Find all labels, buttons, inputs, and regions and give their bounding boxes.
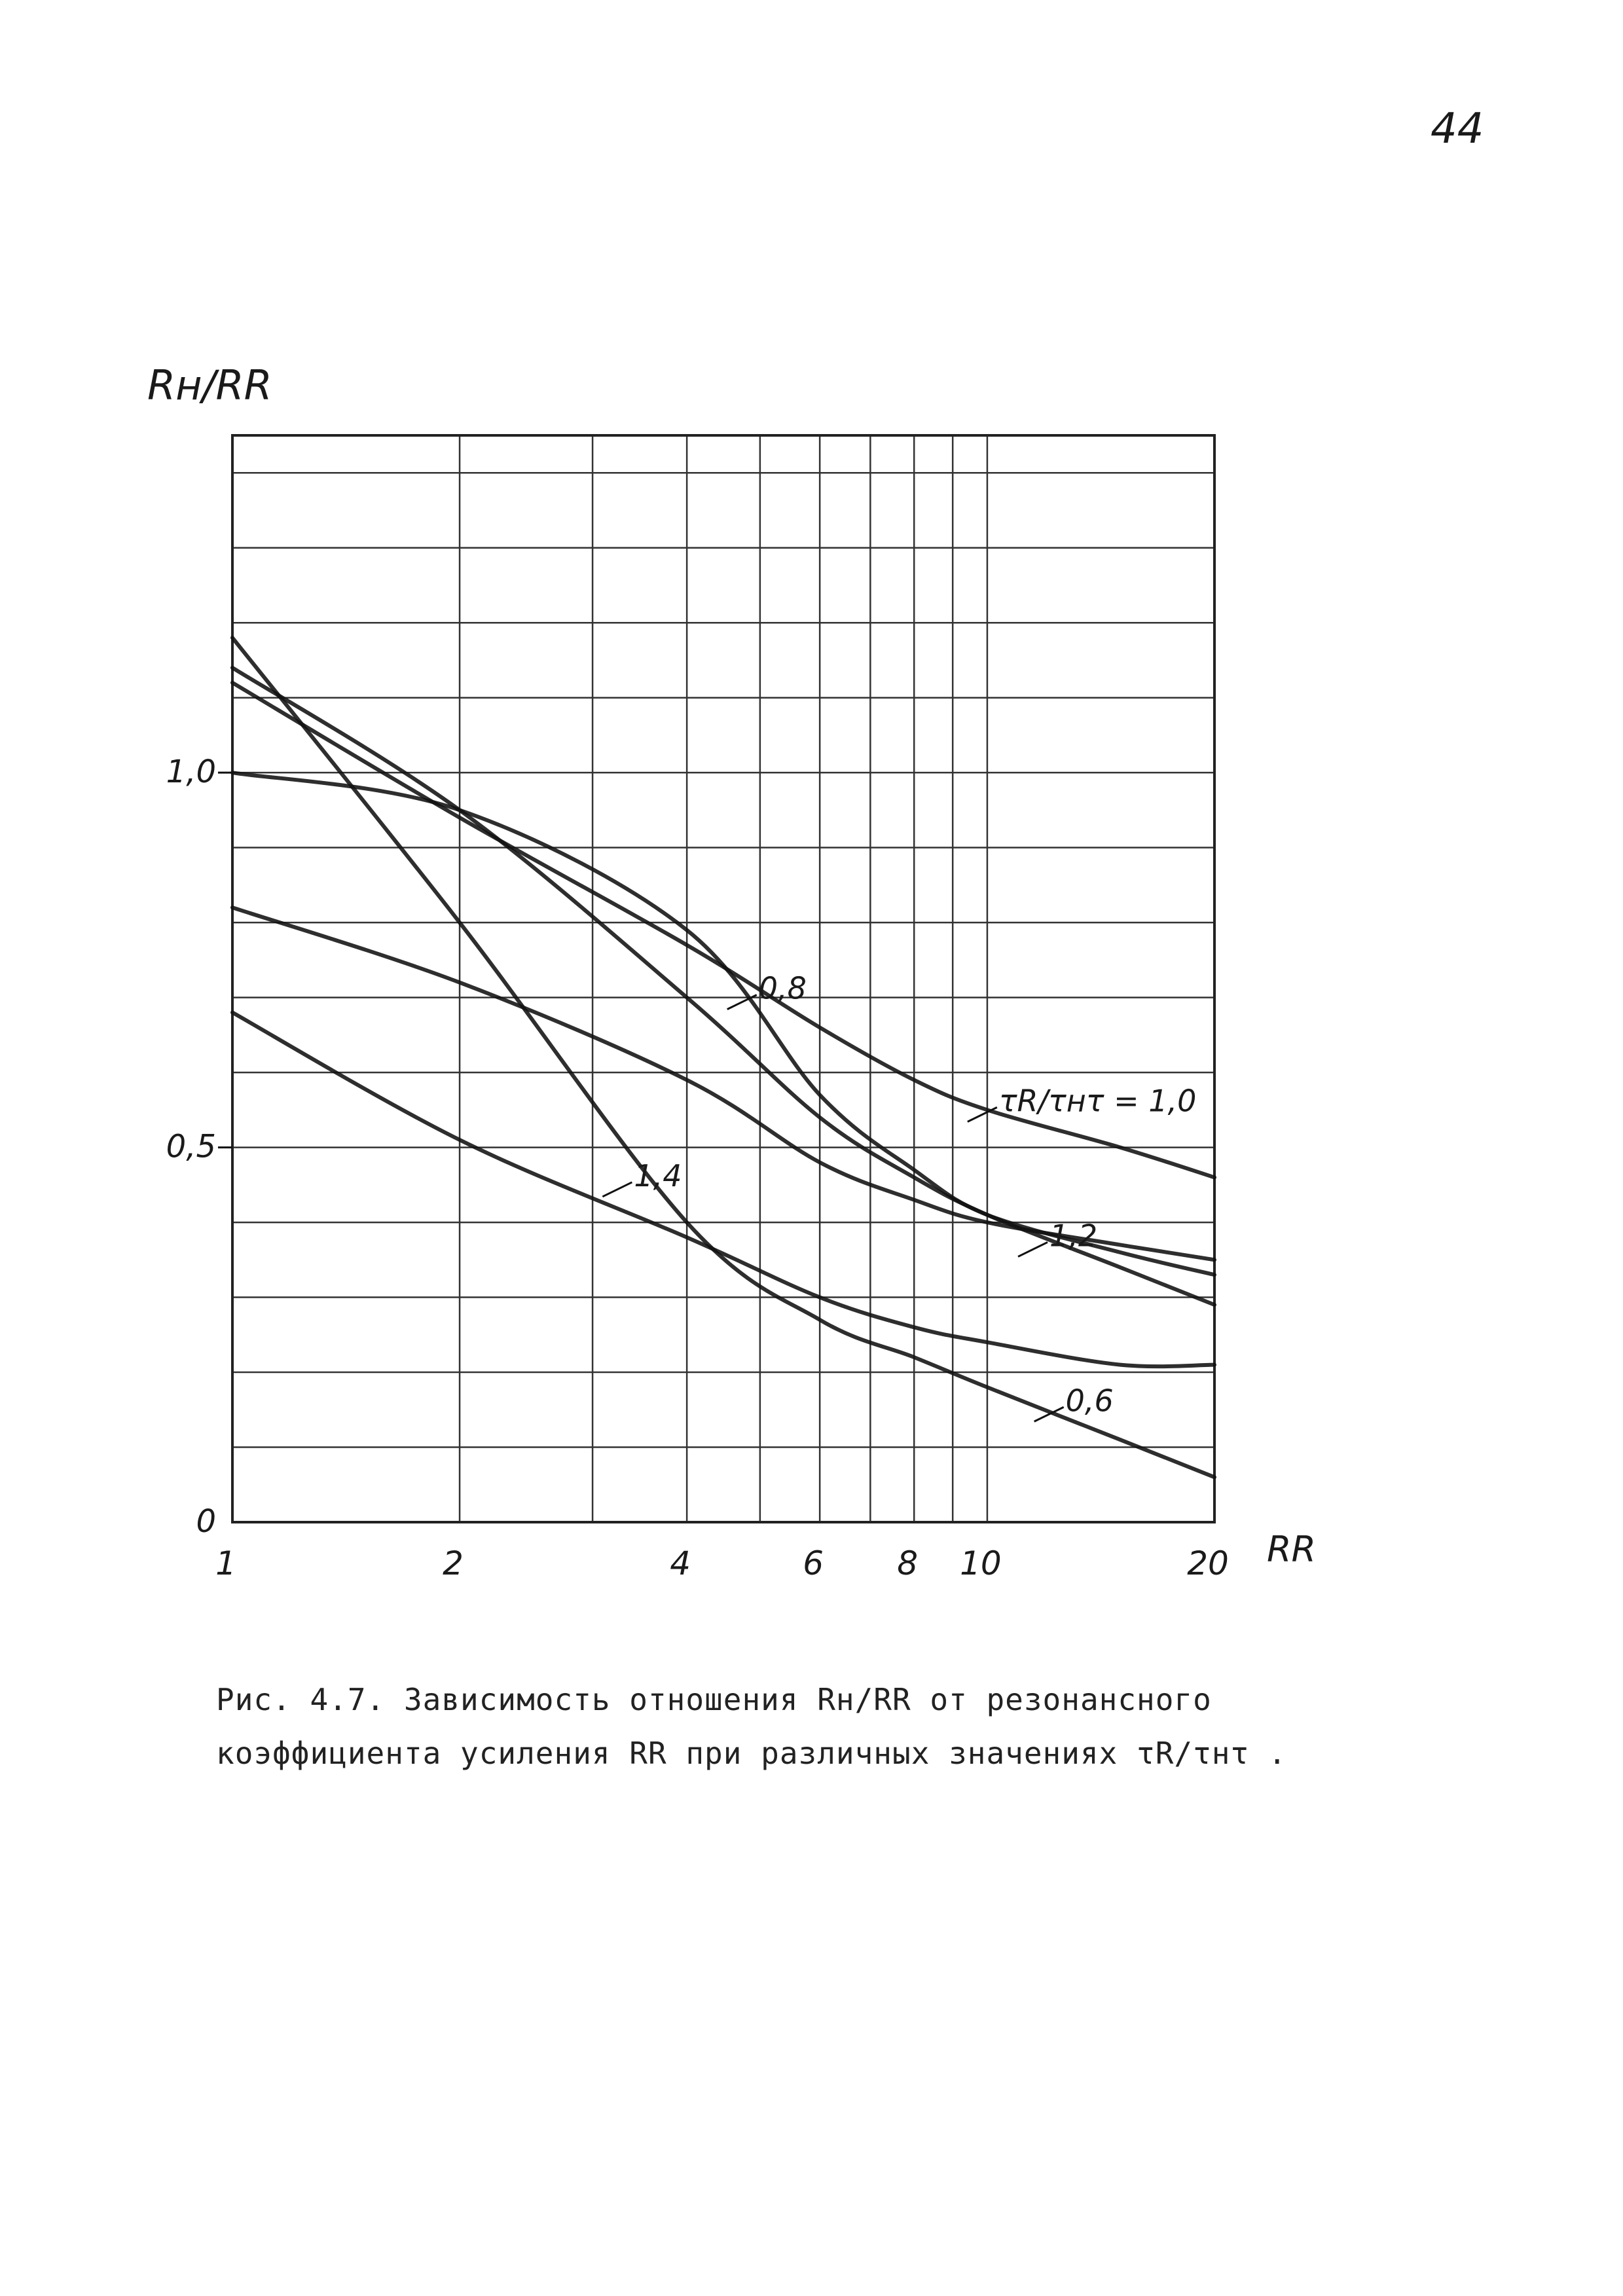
series-label: τR/τнτ = 1,0 — [998, 1083, 1197, 1119]
series-label: 1,4 — [634, 1157, 682, 1194]
series-line-0-8 — [232, 668, 1214, 1305]
series-label-leader — [602, 1182, 632, 1197]
x-axis-label: RR — [1267, 1529, 1317, 1570]
y-tick-label: 0,5 — [166, 1128, 216, 1165]
x-tick-label: 20 — [1187, 1544, 1229, 1582]
x-tick-label: 6 — [803, 1544, 824, 1582]
x-tick-label: 2 — [443, 1544, 464, 1582]
caption-line-1: Рис. 4.7. Зависимость отношения Rн/RR от резонансного — [216, 1682, 1212, 1717]
y-tick-label: 0 — [196, 1503, 216, 1540]
series-label: 0,6 — [1065, 1383, 1114, 1419]
x-tick-label: 8 — [897, 1544, 919, 1582]
series-label-leader — [1018, 1242, 1048, 1256]
x-tick-label: 4 — [670, 1544, 691, 1582]
y-axis-label: Rн/RR — [147, 361, 272, 409]
series-line-1-4 — [232, 638, 1214, 1477]
figure-caption — [216, 1673, 1460, 1780]
series-label: 1,2 — [1049, 1218, 1098, 1254]
grid — [232, 435, 1214, 1522]
plot-frame — [232, 435, 1214, 1522]
x-tick-label: 10 — [960, 1544, 1002, 1582]
y-tick-label: 1,0 — [166, 754, 216, 791]
page-number: 44 — [1431, 105, 1484, 153]
caption-line-2: коэффициента усиления RR при различных значениях τR/τнτ . — [216, 1736, 1287, 1771]
series-line-unlabeled — [232, 1013, 1214, 1367]
series-label: 0,8 — [758, 970, 807, 1006]
curves — [232, 638, 1214, 1477]
x-tick-label: 1 — [215, 1544, 236, 1582]
